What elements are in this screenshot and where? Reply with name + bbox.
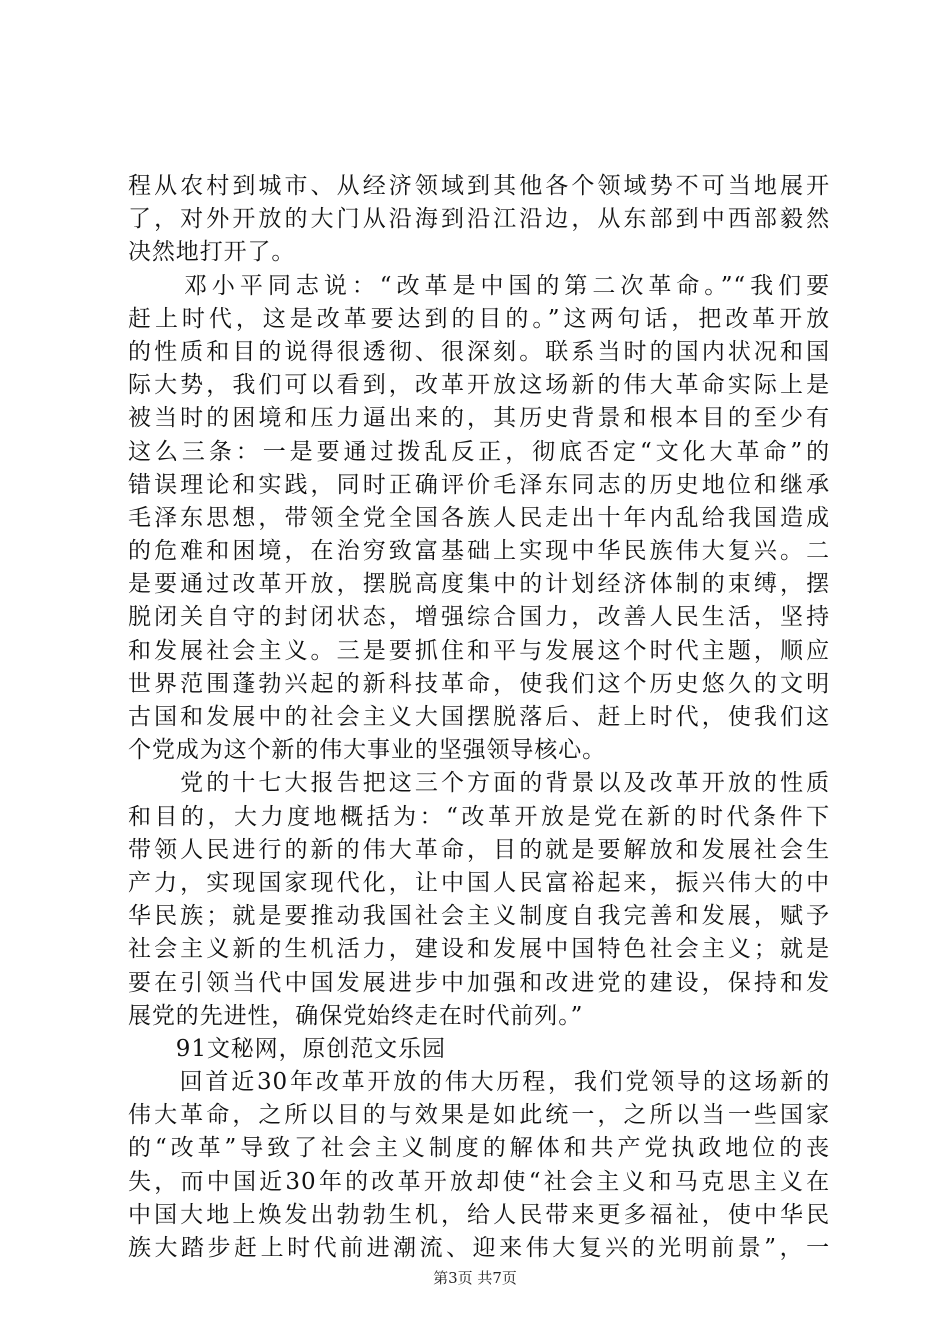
- text-line: 程从农村到城市、从经济领域到其他各个领域势不可当地展开: [128, 173, 830, 199]
- text-line: 是要通过改革开放，摆脱高度集中的计划经济体制的束缚，摆: [128, 571, 830, 598]
- text-line: 91文秘网，原创范文乐园: [128, 1035, 446, 1062]
- text-line: 带领人民进行的新的伟大革命，目的就是要解放和发展社会生: [128, 836, 830, 863]
- text-line: 的性质和目的说得很透彻、很深刻。联系当时的国内状况和国: [128, 338, 830, 365]
- text-line: 失，而中国近30年的改革开放却使“社会主义和马克思主义在: [128, 1168, 830, 1195]
- text-line: 和发展社会主义。三是要抓住和平与发展这个时代主题，顺应: [128, 637, 830, 664]
- text-line: 和目的，大力度地概括为：“改革开放是党在新的时代条件下: [128, 803, 830, 830]
- text-line: 邓小平同志说：“改革是中国的第二次革命。”“我们要: [128, 272, 830, 299]
- text-line: 产力，实现国家现代化，让中国人民富裕起来，振兴伟大的中: [128, 869, 830, 896]
- text-line: 伟大革命，之所以目的与效果是如此统一，之所以当一些国家: [128, 1102, 830, 1129]
- text-line: 回首近30年改革开放的伟大历程，我们党领导的这场新的: [128, 1069, 830, 1096]
- text-line: 被当时的困境和压力逼出来的，其历史背景和根本目的至少有: [128, 405, 830, 432]
- text-line: 个党成为这个新的伟大事业的坚强领导核心。: [128, 737, 606, 764]
- text-line: 决然地打开了。: [128, 239, 296, 266]
- document-body: [128, 170, 830, 1265]
- text-line: 这么三条：一是要通过拨乱反正，彻底否定“文化大革命”的: [128, 438, 830, 465]
- text-line: 了，对外开放的大门从沿海到沿江沿边，从东部到中西部毅然: [128, 206, 830, 233]
- text-line: 赶上时代，这是改革要达到的目的。”这两句话，把改革开放: [128, 305, 830, 332]
- text-line: 的“改革”导致了社会主义制度的解体和共产党执政地位的丧: [128, 1135, 830, 1162]
- text-line: 族大踏步赶上时代前进潮流、迎来伟大复兴的光明前景”，一: [128, 1235, 830, 1261]
- text-line: 世界范围蓬勃兴起的新科技革命，使我们这个历史悠久的文明: [128, 670, 830, 697]
- page-footer: 第3页 共7页: [433, 1269, 517, 1287]
- text-line: 脱闭关自守的封闭状态，增强综合国力，改善人民生活，坚持: [128, 604, 830, 631]
- text-line: 要在引领当代中国发展进步中加强和改进党的建设，保持和发: [128, 969, 830, 996]
- text-line: 中国大地上焕发出勃勃生机，给人民带来更多福祉，使中华民: [128, 1201, 830, 1228]
- text-line: 际大势，我们可以看到，改革开放这场新的伟大革命实际上是: [128, 372, 830, 399]
- text-line: 毛泽东思想，带领全党全国各族人民走出十年内乱给我国造成: [128, 504, 830, 531]
- text-line: 社会主义新的生机活力，建设和发展中国特色社会主义；就是: [128, 936, 830, 963]
- text-line: 展党的先进性，确保党始终走在时代前列。”: [128, 1002, 584, 1029]
- text-line: 错误理论和实践，同时正确评价毛泽东同志的历史地位和继承: [128, 471, 830, 498]
- text-line: 党的十七大报告把这三个方面的背景以及改革开放的性质: [128, 770, 830, 797]
- text-line: 古国和发展中的社会主义大国摆脱落后、赶上时代，使我们这: [128, 704, 830, 730]
- text-line: 的危难和困境，在治穷致富基础上实现中华民族伟大复兴。二: [128, 538, 830, 565]
- text-line: 华民族；就是要推动我国社会主义制度自我完善和发展，赋予: [128, 903, 830, 930]
